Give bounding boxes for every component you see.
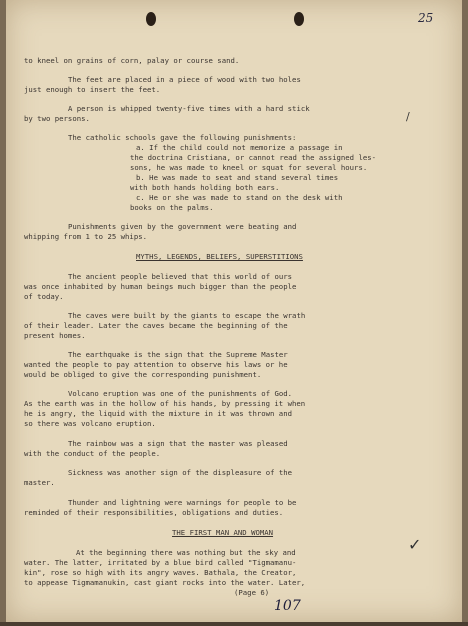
text-line: the doctrina Cristiana, or cannot read the assigned les- — [130, 153, 377, 162]
text-line: wanted the people to pay attention to observe his laws or he — [24, 360, 288, 369]
margin-check-mark: / — [406, 110, 410, 123]
text-line: he is angry, the liquid with the mixture in it was thrown and — [24, 409, 292, 418]
text-line: present homes. — [24, 331, 86, 340]
text-line: The catholic schools gave the following punishments: — [68, 133, 297, 142]
text-line: A person is whipped twenty-five times with a hard stick — [68, 104, 310, 113]
text-line: of today. — [24, 292, 64, 301]
text-line: to kneel on grains of corn, palay or course sand. — [24, 56, 240, 65]
text-line: Volcano eruption was one of the punishments of God. — [68, 389, 293, 398]
text-line: of their leader. Later the caves became the beginning of the — [24, 321, 288, 330]
text-line: to appease Tigmamanukin, cast giant rocks into the water. Later, — [24, 578, 306, 587]
text-line: master. — [24, 478, 55, 487]
scan-footer-strip — [0, 622, 468, 626]
text-line: The caves were built by the giants to escape the wrath — [68, 311, 306, 320]
text-line: Thunder and lightning were warnings for people to be — [68, 498, 297, 507]
text-line: b. He was made to seat and stand several times — [136, 173, 339, 182]
text-line: by two persons. — [24, 114, 90, 123]
text-line: with both hands holding both ears. — [130, 183, 280, 192]
page-number: 25 — [418, 11, 434, 25]
text-line: whipping from 1 to 25 whips. — [24, 232, 148, 241]
text-line: Sickness was another sign of the displeasure of the — [68, 468, 293, 477]
text-line: The ancient people believed that this world of ours — [68, 272, 293, 281]
text-line: The rainbow was a sign that the master was pleased — [68, 439, 288, 448]
text-line: was once inhabited by human beings much bigger than the people — [24, 282, 297, 291]
text-line: sons, he was made to kneel or squat for several hours. — [130, 163, 368, 172]
text-line: would be obliged to give the corresponding punishment. — [24, 370, 262, 379]
text-line: reminded of their responsibilities, obligations and duties. — [24, 508, 284, 517]
text-line: The earthquake is the sign that the Supreme Master — [68, 350, 288, 359]
section-heading: THE FIRST MAN AND WOMAN — [172, 528, 274, 537]
punch-hole — [146, 12, 156, 26]
text-line: (Page 6) — [234, 588, 270, 597]
text-line: kin", rose so high with its angry waves. Bathala, the Creator, — [24, 568, 297, 577]
text-line: The feet are placed in a piece of wood with two holes — [68, 75, 301, 84]
text-line: books on the palms. — [130, 203, 214, 212]
text-line: As the earth was in the hollow of his hands, by pressing it when — [24, 399, 306, 408]
text-line: with the conduct of the people. — [24, 449, 161, 458]
text-line: water. The latter, irritated by a blue bird called "Tigmamanu- — [24, 558, 297, 567]
document-page — [6, 0, 462, 622]
text-line: At the beginning there was nothing but the sky and — [76, 548, 296, 557]
handwritten-number: 107 — [274, 598, 301, 614]
text-line: just enough to insert the feet. — [24, 85, 161, 94]
section-heading: MYTHS, LEGENDS, BELIEFS, SUPERSTITIONS — [136, 252, 303, 261]
margin-check-mark: ✓ — [408, 535, 422, 554]
text-line: a. If the child could not memorize a passage in — [136, 143, 343, 152]
text-line: Punishments given by the government were beating and — [68, 222, 297, 231]
text-line: so there was volcano eruption. — [24, 419, 156, 428]
punch-hole — [294, 12, 304, 26]
text-line: c. He or she was made to stand on the desk with — [136, 193, 343, 202]
